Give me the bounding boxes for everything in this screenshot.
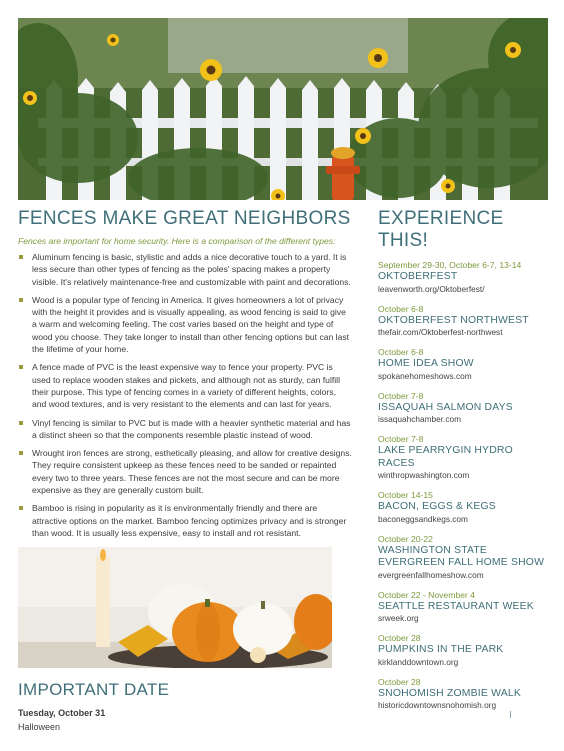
list-item	[378, 490, 550, 525]
list-item	[378, 633, 550, 668]
bullet-icon	[19, 506, 23, 510]
event-name: WASHINGTON STATE EVERGREEN FALL HOME SHOW	[378, 544, 545, 568]
experience-title: EXPERIENCE THIS!	[378, 208, 504, 251]
hero-fence-photo	[18, 18, 548, 200]
event-name: BACON, EGGS & KEGS	[378, 501, 496, 512]
event-date: October 22 - November 4	[378, 589, 475, 600]
page-mark	[510, 711, 511, 718]
list-item: Wood is a popular type of fencing in America. It gives homeowners a lot of privacy with the height it provides and is visually appealing, as wood fencing is said to give a warm and welcoming feeling. The cost varies based on the height and type of wood you choose. They take longer to install than other fencing options but can last the lifetime of your home.	[18, 294, 352, 355]
event-link[interactable]: historicdowntownsnohomish.org	[378, 700, 497, 710]
list-item	[378, 347, 550, 382]
experience-section	[378, 208, 550, 720]
event-name: SEATTLE RESTAURANT WEEK	[378, 600, 534, 612]
bullet-icon	[19, 255, 23, 259]
events-list	[378, 260, 550, 711]
event-link[interactable]: spokanehomeshows.com	[378, 370, 472, 381]
event-name: OKTOBERFEST	[378, 271, 458, 282]
important-event: Halloween	[18, 722, 61, 732]
event-date: September 29-30, October 6-7, 13-14	[378, 260, 522, 270]
list-item	[378, 434, 550, 481]
fences-intro: Fences are important for home security. Here is a comparison of the different types:	[18, 236, 336, 246]
event-link[interactable]: evergreenfallhomeshow.com	[378, 569, 484, 580]
important-date-title: IMPORTANT DATE	[18, 680, 170, 699]
fences-title: FENCES MAKE GREAT NEIGHBORS	[18, 208, 351, 229]
event-date: October 20-22	[378, 533, 433, 544]
event-date: October 6-8	[378, 303, 424, 314]
event-name: LAKE PEARRYGIN HYDRO RACES	[378, 445, 513, 469]
list-item: Wrought iron fences are strong, esthetically pleasing, and allow for creative designs. They require consistent upkeep as these fences need to be sanded or repainted every two to three years. These fences are not the most secure and can be more expensive as they are generally custom built.	[18, 447, 352, 496]
bullet-icon	[19, 365, 23, 369]
event-name: HOME IDEA SHOW	[378, 358, 474, 369]
list-item: Aluminum fencing is basic, stylistic and adds a nice decorative touch to a yard. It is less secure than other types of fencing as the poles' spacing makes a property visible. It's relatively maintenance-free and customizable with paint and decorations.	[18, 251, 352, 288]
event-name: SNOHOMISH ZOMBIE WALK	[378, 687, 521, 699]
fences-section	[18, 208, 352, 545]
event-link[interactable]: issaquahchamber.com	[378, 414, 462, 424]
pumpkins-photo	[18, 547, 332, 668]
list-item: Vinyl fencing is similar to PVC but is made with a heavier synthetic material and has a distinct sheen so that the components resemble plastic instead of wood.	[18, 417, 352, 442]
bullet-icon	[19, 451, 23, 455]
event-link[interactable]: srweek.org	[378, 613, 419, 623]
event-link[interactable]: baconeggsandkegs.com	[378, 513, 468, 524]
event-name: OKTOBERFEST NORTHWEST	[378, 314, 529, 326]
event-date: October 14-15	[378, 490, 433, 500]
bullet-icon	[19, 421, 23, 425]
event-date: October 7-8	[378, 390, 424, 401]
bullet-icon	[19, 298, 23, 302]
event-date: October 7-8	[378, 434, 424, 444]
event-date: October 6-8	[378, 347, 424, 357]
event-link[interactable]: kirklanddowntown.org	[378, 656, 459, 667]
list-item: Bamboo is rising in popularity as it is environmentally friendly and there are attractive options on the market. Bamboo fencing optimizes privacy and is stronger than wood. It is usually less expensive, easy to install and rot resistant.	[18, 502, 352, 539]
list-item	[378, 590, 550, 625]
list-item	[378, 260, 550, 295]
event-link[interactable]: leavenworth.org/Oktoberfest/	[378, 283, 485, 294]
list-item	[378, 304, 550, 339]
event-name: PUMPKINS IN THE PARK	[378, 644, 504, 655]
important-date-block	[18, 708, 105, 732]
event-link[interactable]: winthropwashington.com	[378, 470, 470, 480]
list-item: A fence made of PVC is the least expensive way to fence your property. PVC is used to replace wooden stakes and pickets, and although not as sturdy, can fulfill their purpose. This type of fencing comes in a variety of different heights, colors, and wood textures, and is very resistant to the elements and can last for years.	[18, 361, 352, 410]
list-item	[378, 391, 550, 426]
event-name: ISSAQUAH SALMON DAYS	[378, 401, 513, 413]
list-item	[378, 677, 550, 712]
list-item	[378, 534, 550, 581]
event-date: October 28	[378, 633, 421, 643]
important-date: Tuesday, October 31	[18, 708, 106, 718]
event-date: October 28	[378, 676, 421, 687]
fence-types-list	[18, 251, 352, 539]
event-link[interactable]: thefair.com/Oktoberfest-northwest	[378, 327, 503, 337]
